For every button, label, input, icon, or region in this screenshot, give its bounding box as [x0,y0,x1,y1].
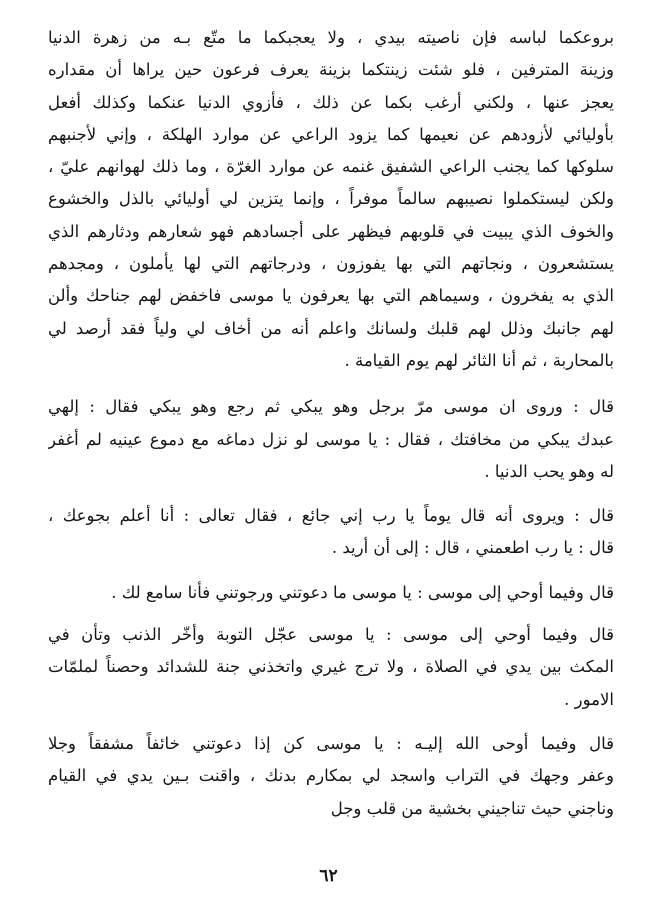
paragraph-4 [48,577,614,609]
text-line: سلوكها كما يجنب الراعي الشفيق غنمه عن موارد الغرّة ، وما ذلك لهوانهم عليّ ، [48,157,614,177]
paragraph-5 [48,619,614,716]
text-line: قال وفيما أوحي إلى موسى : يا موسى عجّل التوبة وأخّر الذنب وتأن في [48,625,614,645]
text-line: له وهو يحب الدنيا . [484,461,614,481]
text-line: ولكن ليستكملوا نصيبهم سالماً موفراً ، وإنما يتزين لي أوليائي بالذل والخشوع [48,189,614,209]
page-body [48,22,614,825]
text-line: الامور . [564,689,614,709]
text-line: قال : يا رب اطعمني ، قال : إلى أن أريد . [331,538,614,558]
paragraph-6 [48,728,614,825]
text-line: يعجز عنها ، ولكني أرغب بكما عن ذلك ، فأزوي الدنيا عنكما وكذلك أفعل [48,92,614,112]
text-line: عبدك يبكي من مخافتك ، فقال : يا موسى لو نزل دماغه مع دموع عينيه لم أغفر [48,429,614,449]
paragraph-2 [48,391,614,488]
paragraph-1 [48,22,614,377]
text-line: الذي به يفخرون ، وسيماهم التي بها يعرفون يا موسى فاخفض لهم جناحك وألن [48,286,614,306]
page-number: ٦٢ [319,866,338,886]
text-line: بالمحاربة ، ثم أنا الثائر لهم يوم القيامة . [344,350,614,370]
text-line: قال وفيما أوحى الله إليـه : يا موسى كن إذا دعوتني خائفاً مشفقاً وجلا [48,733,614,753]
text-line: وزينة المترفين ، فلو شئت زينتكما بزينة يعرف فرعون حين يراها أن مقداره [48,60,614,80]
text-line: يستشعرون ، ونجاتهم التي بها يفوزون ، ودرجاتهم التي لها يأملون ، ومجدهم [48,254,614,274]
text-line: لهم جانبك وذلل لهم قلبك ولسانك واعلم أنه من أخاف لي ولياً فقد أرصد لي [48,318,614,338]
text-line: قال وفيما أوحي إلى موسى : يا موسى ما دعوتني ورجوتني فأنا سامع لك . [111,582,614,602]
text-line: المكث بين يدي في الصلاة ، ولا ترج غيري واتخذني جنة للشدائد وحصناً لملمّات [48,657,614,677]
text-line: والخوف الذي يبيت في قلوبهم فيظهر على أجسادهم فهو شعارهم ودثارهم الذي [48,221,614,241]
text-line: قال : ويروى أنه قال يوماً يا رب إني جائع ، فقال تعالى : أنا أعلم بجوعك ، [48,506,614,526]
text-line: وناجني حيث تناجيني بخشية من قلب وجل [330,798,614,818]
text-line: بروعكما لباسه فإن ناصيته بيدي ، ولا يعجبكما ما متّع بـه من زهرة الدنيا [48,28,614,47]
paragraph-3 [48,500,614,565]
text-line: بأوليائي لأزودهم عن نعيمها كما يزود الراعي عن موارد الهلكة ، وإني لأجنبهم [48,124,614,144]
text-line: وعفر وجهك في التراب واسجد لي بمكارم بدنك ، واقنت بـين يدي في القيام [48,766,614,786]
text-line: قال : وروى ان موسى مرّ برجل وهو يبكي ثم رجع وهو يبكي فقال : إلهي [48,397,614,417]
